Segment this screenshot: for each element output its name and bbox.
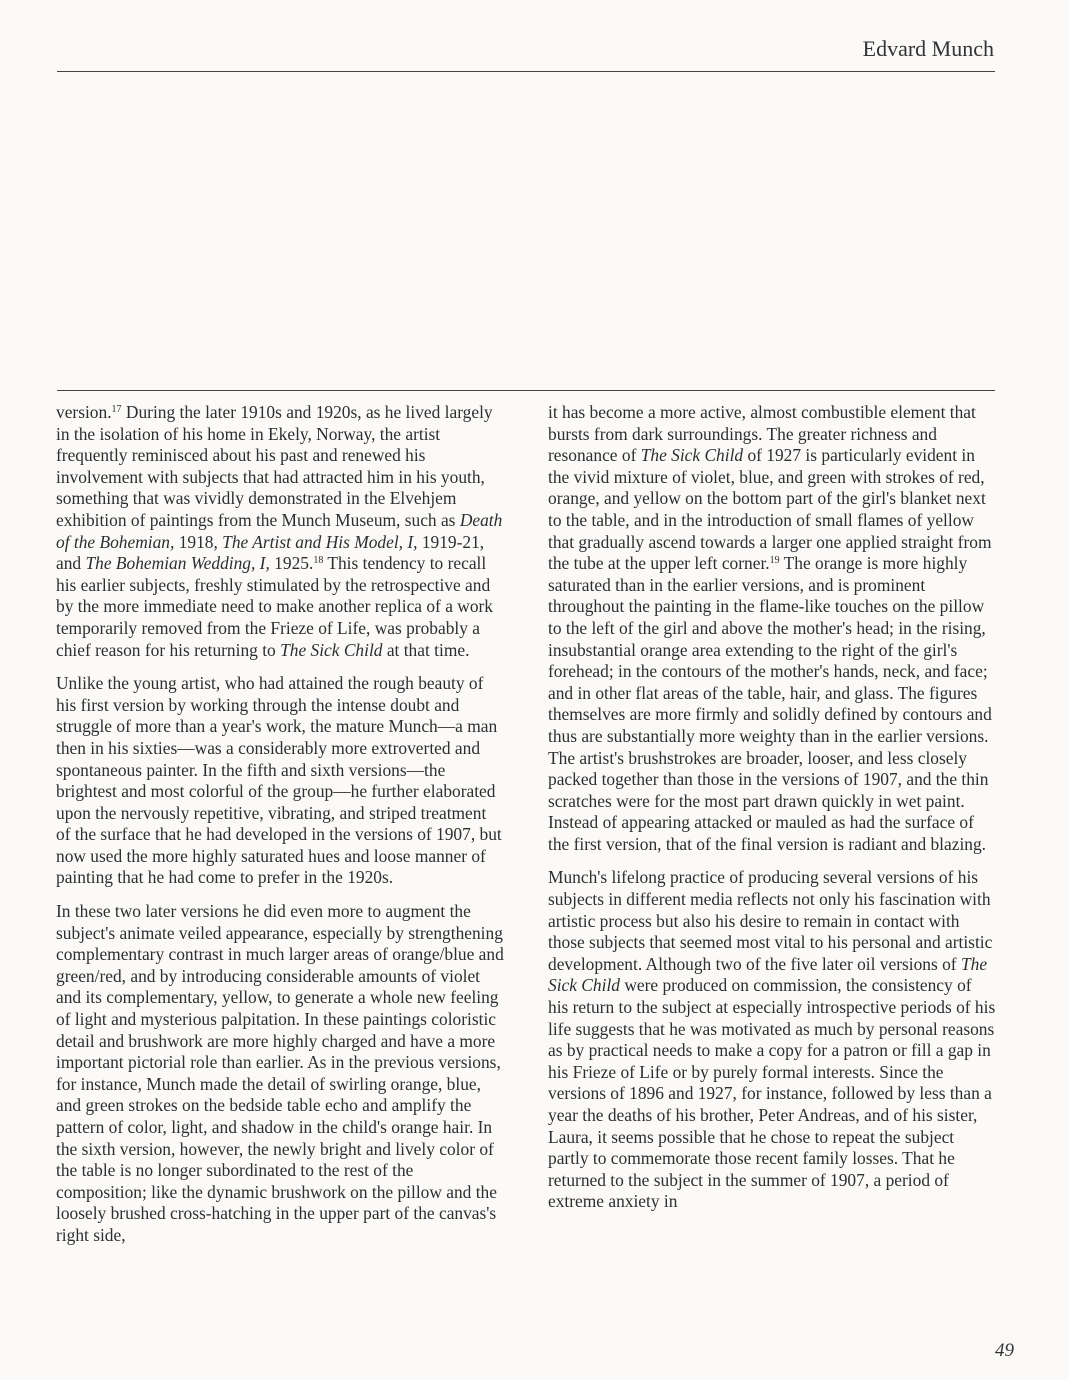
right-column [548,402,996,1225]
artwork-title: The Sick Child [640,445,744,466]
paragraph: Munch's lifelong practice of producing several versions of his subjects in different media reflects not only his fascination with artistic process but also his desire to remain in contact with those subjects that seemed most vital to his personal and artistic development. Although two of the five later oil versions of The Sick Child were produced on commission, the consistency of his return to the subject at especially introspective periods of his life suggests that he was motivated as much by personal reasons as by practical needs to make a copy for a patron or fill a gap in his Frieze of Life or by purely formal interests. Since the versions of 1896 and 1927, for instance, followed by less than a year the deaths of his brother, Peter Andreas, and of his sister, Laura, it seems possible that he chose to repeat the subject partly to commemorate those recent family losses. That he returned to the subject in the summer of 1907, a period of extreme anxiety in [548,867,996,1212]
artwork-title: The Bohemian Wedding, I, [85,553,270,574]
page-number: 49 [995,1340,1014,1361]
artwork-title: The Sick Child [548,953,988,996]
artwork-title: The Sick Child [280,639,383,660]
footnote-ref: 18 [313,555,324,567]
top-rule [57,71,995,72]
paragraph: In these two later versions he did even more to augment the subject's animate veiled appearance, especially by strengthening complementary contrast in much larger areas of orange/blue and green/red, and by introducing considerable amounts of violet and its complementary, yellow, to generate a whole new feeling of light and mysterious palpitation. In these paintings coloristic detail and brushwork are more highly charged and have a more important pictorial role than earlier. As in the previous versions, for instance, Munch made the detail of swirling orange, blue, and green strokes on the bedside table echo and amplify the pattern of color, light, and shadow in the child's orange hair. In the sixth version, however, the newly bright and lively color of the table is no longer subordinated to the rest of the composition; like the dynamic brushwork on the pillow and the loosely brushed cross-hatching in the upper part of the canvas's right side, [56,901,504,1245]
paragraph: version.$^{17}$ During the later 1910s and 1920s, as he lived largely in the isolation of his home in Ekely, Norway, the artist frequently reminisced about his past and renewed his involvement with subjects that had attracted him in his youth, something that was vividly demonstrated in the Elvehjem exhibition of paintings from the Munch Museum, such as Death of the Bohemian, 1918, The Artist and His Model, I, 1919-21, and The Bohemian Wedding, I, 1925.18 This tendency to recall his earlier subjects, freshly stimulated by the retrospective and by the more immediate need to make another replica of a work temporarily removed from the Frieze of Life, was probably a chief reason for his returning to The Sick Child at that time. [56,402,503,660]
left-column [56,402,504,1259]
artwork-title: Death of the Bohemian, [56,509,503,552]
paragraph: it has become a more active, almost combustible element that bursts from dark surroundings. The greater richness and resonance of The Sick Child of 1927 is particularly evident in the vivid mixture of violet, blue, and green with strokes of red, orange, and yellow on the bottom part of the girl's blanket next to the table, and in the introduction of small flames of yellow that gradually ascend towards a larger one applied straight from the tube at the upper left corner.$^{19}$ The orange is more highly saturated than in the earlier versions, and is prominent throughout the painting in the flame-like touches on the pillow to the left of the girl and above the mother's head; in the rising, insubstantial orange area extending to the right of the girl's forehead; in the contours of the mother's hands, neck, and face; and in other flat areas of the table, hair, and glass. The figures themselves are more firmly and solidly defined by contours and thus are substantially more weighty than in the earlier versions. The artist's brushstrokes are broader, looser, and less closely packed together than those in the versions of 1907, and the thin scratches were for the most part drawn quickly in wet paint. Instead of appearing attacked or mauled as had the surface of the first version, that of the final version is radiant and blazing. [548,402,992,854]
figure-bottom-rule [57,390,995,391]
paragraph: Unlike the young artist, who had attained the rough beauty of his first version by working through the intense doubt and struggle of more than a year's work, the mature Munch—a man then in his sixties—was a considerably more extroverted and spontaneous painter. In the fifth and sixth versions—the brightest and most colorful of the group—he further elaborated upon the nervously repetitive, vibrating, and striped treatment of the surface that he had developed in the versions of 1907, but now used the more highly saturated hues and loose manner of painting that he had come to prefer in the 1920s. [56,673,502,888]
footnote-ref: 17 [111,404,122,415]
figure-area [57,73,995,390]
running-head: Edvard Munch [862,36,994,61]
artwork-title: The Artist and His Model, I, [222,531,418,552]
footnote-ref: 19 [769,555,780,567]
